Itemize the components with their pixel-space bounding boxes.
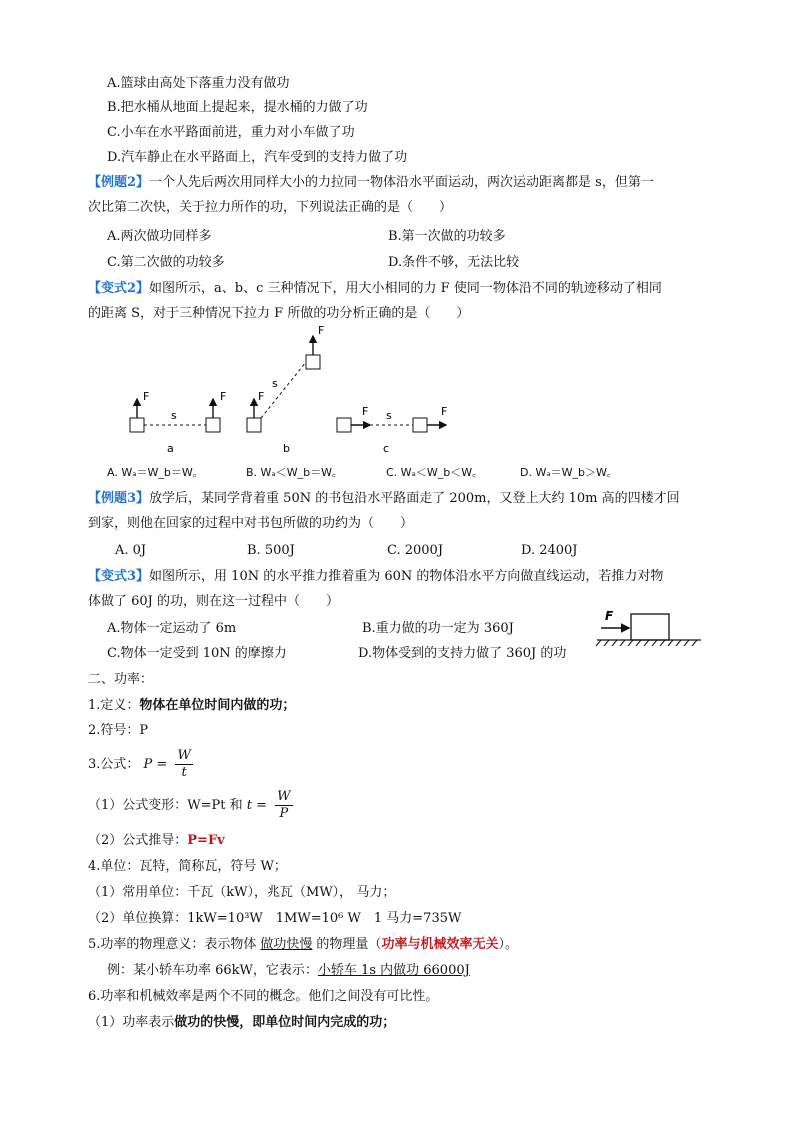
transform-num: W xyxy=(277,789,291,804)
transform-label: （1）公式变形：W=Pt 和 xyxy=(88,798,243,813)
block-c2 xyxy=(413,418,427,432)
path-b xyxy=(261,362,306,418)
meaning-blank: 做功快慢 xyxy=(260,937,313,952)
meaning-mid: 的物理量（ xyxy=(316,937,382,952)
derive-label: （2）公式推导： xyxy=(88,833,188,848)
meaning-pre: 5.功率的物理意义：表示物体 xyxy=(88,937,257,952)
force-figure-abc xyxy=(0,320,794,460)
formula-derivation xyxy=(88,832,225,850)
example-3-text1: 放学后，某同学背着重 50N 的书包沿水平路面走了 200m，又登上大约 10m 高的四楼才回 xyxy=(149,491,680,506)
label-f-c2: F xyxy=(441,405,448,418)
variant-2-option-b: B. Wₐ＜W_b＝W꜀ xyxy=(246,466,336,479)
label-s-c: s xyxy=(386,409,392,422)
label-push-f: F xyxy=(605,609,614,623)
example-3-option-c: C. 2000J xyxy=(387,543,444,558)
formula-fraction xyxy=(175,748,192,781)
label-f-b1: F xyxy=(258,390,265,403)
variant-3-option-b: B.重力做的功一定为 360J xyxy=(362,621,514,636)
option-c: C.小车在水平路面前进，重力对小车做了功 xyxy=(107,125,355,140)
example-blank: 小轿车 1s 内做功 66000J xyxy=(317,963,470,978)
section-power-heading: 二、功率： xyxy=(88,672,154,687)
example-2-option-b: B.第一次做的功较多 xyxy=(388,229,506,244)
formula-lhs: P = xyxy=(143,757,168,772)
block-a2 xyxy=(206,418,220,432)
push-block-figure xyxy=(595,605,705,650)
def-label: 1.定义： xyxy=(88,698,140,713)
unit-conversion: （2）单位换算：1kW=10³W 1MW=10⁶ W 1 马力=735W xyxy=(88,911,462,926)
pushed-block xyxy=(631,614,669,640)
label-s-a: s xyxy=(171,409,177,422)
label-a: a xyxy=(167,442,174,455)
block-b2 xyxy=(306,355,320,369)
variant-2-option-d: D. Wₐ＝W_b＞W꜀ xyxy=(520,466,611,479)
block-a1 xyxy=(130,418,144,432)
variant-3-line2: 体做了 60J 的功，则在这一过程中（ ） xyxy=(88,594,340,609)
power-symbol: 2.符号：P xyxy=(88,723,149,738)
formula-den: t xyxy=(181,765,187,780)
option-d: D.汽车静止在水平路面上，汽车受到的支持力做了功 xyxy=(107,150,408,165)
variant-3-option-d: D.物体受到的支持力做了 360J 的功 xyxy=(358,646,567,661)
label-f-c1: F xyxy=(362,405,369,418)
compare1-bold: 做功的快慢，即单位时间内完成的功； xyxy=(174,1015,396,1030)
physical-meaning xyxy=(88,936,518,954)
example-3-line2: 到家，则他在回家的过程中对书包所做的功约为（ ） xyxy=(88,516,414,531)
example-2-option-d: D.条件不够，无法比较 xyxy=(388,255,520,270)
variant-2-line1 xyxy=(88,280,662,298)
compare1-pre: （1）功率表示 xyxy=(88,1015,175,1030)
power-vs-efficiency: 6.功率和机械效率是两个不同的概念。他们之间没有可比性。 xyxy=(88,989,439,1004)
variant-3-option-a: A.物体一定运动了 6m xyxy=(107,621,237,636)
meaning-post: ）。 xyxy=(498,937,518,952)
example-2-option-c: C.第二次做的功较多 xyxy=(107,255,225,270)
example-3-option-a: A. 0J xyxy=(115,543,147,558)
variant-3-option-c: C.物体一定受到 10N 的摩擦力 xyxy=(107,646,287,661)
variant-2-option-c: C. Wₐ＜W_b＜W꜀ xyxy=(386,466,476,479)
label-s-b: s xyxy=(272,377,278,390)
block-b1 xyxy=(247,418,261,432)
power-formula xyxy=(88,747,193,783)
variant-2-text1: 如图所示，a、b、c 三种情况下，用大小相同的力 F 使同一物体沿不同的轨迹移动了相同 xyxy=(149,281,662,296)
example-3-option-d: D. 2400J xyxy=(521,543,578,558)
example-3-tag: 【例题3】 xyxy=(88,491,150,506)
transform-lhs: t = xyxy=(246,798,268,813)
block-c1 xyxy=(337,418,351,432)
variant-2-option-a: A. Wₐ＝W_b＝W꜀ xyxy=(107,466,197,479)
example-2-tag: 【例题2】 xyxy=(88,175,150,190)
example-2-text1: 一个人先后两次用同样大小的力拉同一物体沿水平面运动，两次运动距离都是 s，但第一 xyxy=(149,175,654,190)
label-f-a2: F xyxy=(220,390,227,403)
variant-3-text1: 如图所示，用 10N 的水平推力推着重为 60N 的物体沿水平方向做直线运动，若推力对物 xyxy=(149,569,664,584)
label-f-a1: F xyxy=(143,390,150,403)
example-pre: 例：某小轿车功率 66kW，它表示： xyxy=(107,963,318,978)
power-vs-efficiency-1 xyxy=(88,1014,395,1032)
example-2-line2: 次比第二次快，关于拉力所作的功，下列说法正确的是（ ） xyxy=(88,200,453,215)
label-f-b2: F xyxy=(318,324,325,337)
example-3-line1 xyxy=(88,490,680,508)
variant-3-tag: 【变式3】 xyxy=(88,569,150,584)
common-units: （1）常用单位：千瓦（kW），兆瓦（MW）， 马力； xyxy=(88,885,396,900)
meaning-red: 功率与机械效率无关 xyxy=(381,937,499,952)
def-text: 物体在单位时间内做的功； xyxy=(139,698,296,713)
ground-hatch xyxy=(596,640,697,646)
power-example xyxy=(107,962,470,980)
option-b: B.把水桶从地面上提起来，提水桶的力做了功 xyxy=(107,100,368,115)
formula-label: 3.公式： xyxy=(88,757,140,772)
example-3-option-b: B. 500J xyxy=(247,543,295,558)
formula-transform xyxy=(88,788,293,824)
option-a: A.篮球由高处下落重力没有做功 xyxy=(107,76,290,91)
power-unit: 4.单位：瓦特，简称瓦，符号 W； xyxy=(88,859,287,874)
label-c: c xyxy=(383,442,390,455)
label-b: b xyxy=(283,442,290,455)
power-definition xyxy=(88,697,295,715)
transform-den: P xyxy=(279,806,289,821)
variant-2-tag: 【变式2】 xyxy=(88,281,150,296)
transform-fraction xyxy=(275,789,292,822)
example-2-line1 xyxy=(88,174,654,192)
formula-num: W xyxy=(177,748,191,763)
variant-3-line1 xyxy=(88,568,663,586)
derive-value: P=Fv xyxy=(187,833,225,848)
example-2-option-a: A.两次做功同样多 xyxy=(107,229,212,244)
variant-2-line2: 的距离 S，对于三种情况下拉力 F 所做的功分析正确的是（ ） xyxy=(88,306,470,321)
